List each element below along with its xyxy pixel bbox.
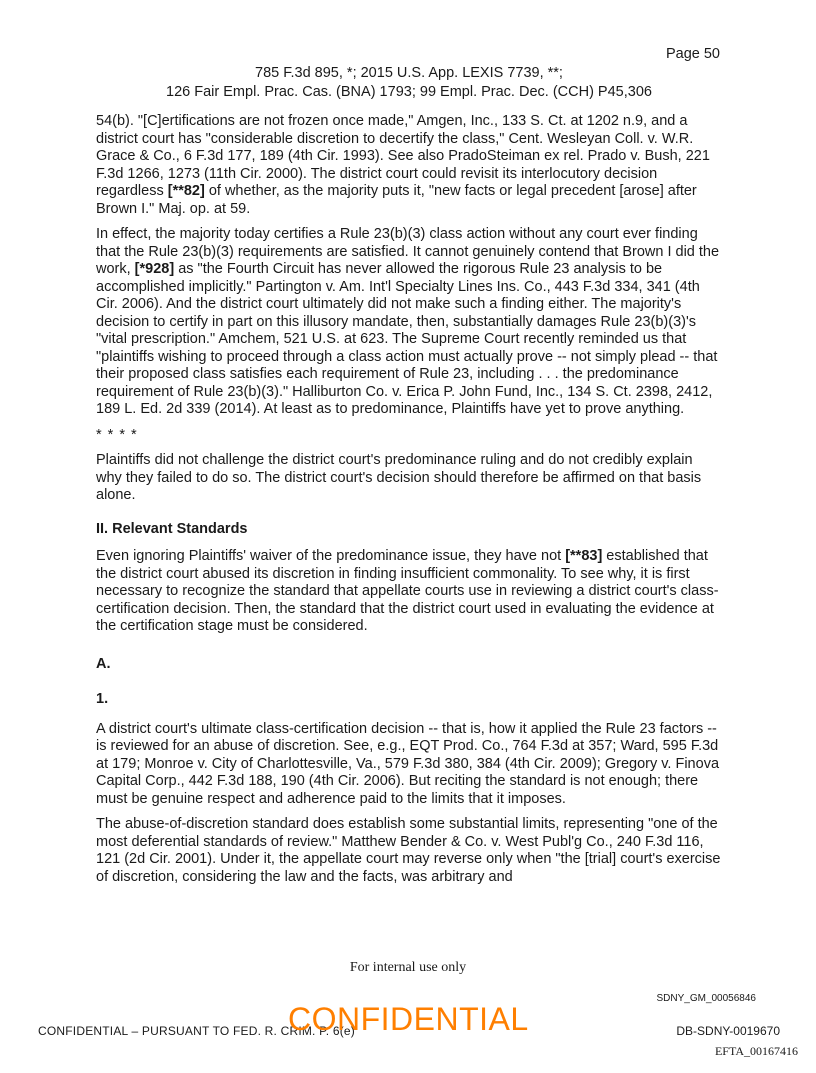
paragraph: The abuse-of-discretion standard does establish some substantial limits, representing "one of the most deferential standards of review." Matthew Bender & Co. v. West Publ'g Co., 240 F.3d 116, 121 (2d Cir. 2001). Under it, the appellate court may reverse only when "the [trial] court's exercise of discretion, considering the law and the facts, was arbitrary and [96,816,721,885]
citation-line-1: 785 F.3d 895, *; 2015 U.S. App. LEXIS 7739, **; [255,65,563,81]
internal-use-note: For internal use only [349,960,467,975]
bates-number-efta: EFTA_00167416 [714,1044,798,1058]
section-break-stars: * * * * [96,426,138,443]
paragraph: In effect, the majority today certifies a Rule 23(b)(3) class action without any court ever finding that the Rule 23(b)(3) requirements are satisfied. It cannot genuinely contend that Brown I did the work, [*928] as "the Fourth Circuit has never allowed the rigorous Rule 23 analysis to be accomplished implicitly." Partington v. Am. Int'l Specialty Lines Ins. Co., 443 F.3d 334, 341 (4th Cir. 2006). And the district court ultimately did not make such a finding either. The majority's decision to certify in part on this illusory mandate, then, substantially damages Rule 23(b)(3)'s "vital prescription." Amchem, 521 U.S. at 623. The Supreme Court recently reminded us that "plaintiffs wishing to proceed through a class action must actually prove -- not simply plead -- that their proposed class satisfies each requirement of Rule 23, including . . . the predominance requirement of Rule 23(b)(3)." Halliburton Co. v. Erica P. John Fund, Inc., 134 S. Ct. 2398, 2412, 189 L. Ed. 2d 339 (2014). At least as to predominance, Plaintiffs have yet to prove anything. [96,226,720,417]
bates-number-sdny: SDNY_GM_00056846 [656,993,756,1004]
document-body [96,113,722,894]
page-number: Page 50 [665,46,720,62]
confidential-stamp: CONFIDENTIAL [288,1001,529,1037]
confidential-notice: CONFIDENTIAL – PURSUANT TO FED. R. CRIM. P. 6(e) [38,1024,355,1038]
bates-number-db: DB-SDNY-0019670 [676,1024,780,1038]
page-pin: [**82] [167,183,205,199]
subsection-heading-a: A. [96,655,111,672]
section-heading: II. Relevant Standards [96,520,248,537]
citation-line-2: 126 Fair Empl. Prac. Cas. (BNA) 1793; 99 Empl. Prac. Dec. (CCH) P45,306 [166,84,652,100]
page-pin: [*928] [134,261,175,277]
citation-header [96,64,722,102]
page-pin: [**83] [565,548,603,564]
paragraph: 54(b). "[C]ertifications are not frozen once made," Amgen, Inc., 133 S. Ct. at 1202 n.9, and a district court has "considerable discretion to decertify the class," Cent. Wesleyan Coll. v. W.R. Grace & Co., 6 F.3d 177, 189 (4th Cir. 1993). See also PradoSteiman ex rel. Prado v. Bush, 221 F.3d 1266, 1273 (11th Cir. 2000). The district court could revisit its interlocutory decision regardless [**82] of whether, as the majority puts it, "new facts or legal precedent [arose] after Brown I." Maj. op. at 59. [96,113,710,217]
paragraph: A district court's ultimate class-certification decision -- that is, how it applied the Rule 23 factors -- is reviewed for an abuse of discretion. See, e.g., EQT Prod. Co., 764 F.3d at 357; Ward, 595 F.3d at 179; Monroe v. City of Charlottesville, Va., 579 F.3d 380, 384 (4th Cir. 2009); Gregory v. Finova Capital Corp., 442 F.3d 188, 190 (4th Cir. 2006). But reciting the standard is not enough; there must be genuine respect and adherence paid to the limits that it imposes. [96,720,720,807]
paragraph: Even ignoring Plaintiffs' waiver of the predominance issue, they have not [**83] established that the district court abused its discretion in finding insufficient commonality. To see why, it is first necessary to recognize the standard that appellate courts use in reviewing a district court's class-certification decision. Then, the standard that the district court used in evaluating the evidence at the certification stage must be considered. [96,548,719,634]
paragraph: Plaintiffs did not challenge the district court's predominance ruling and do not credibly explain why they failed to do so. The district court's decision should therefore be affirmed on that basis alone. [96,452,702,503]
subsection-heading-1: 1. [96,691,109,707]
